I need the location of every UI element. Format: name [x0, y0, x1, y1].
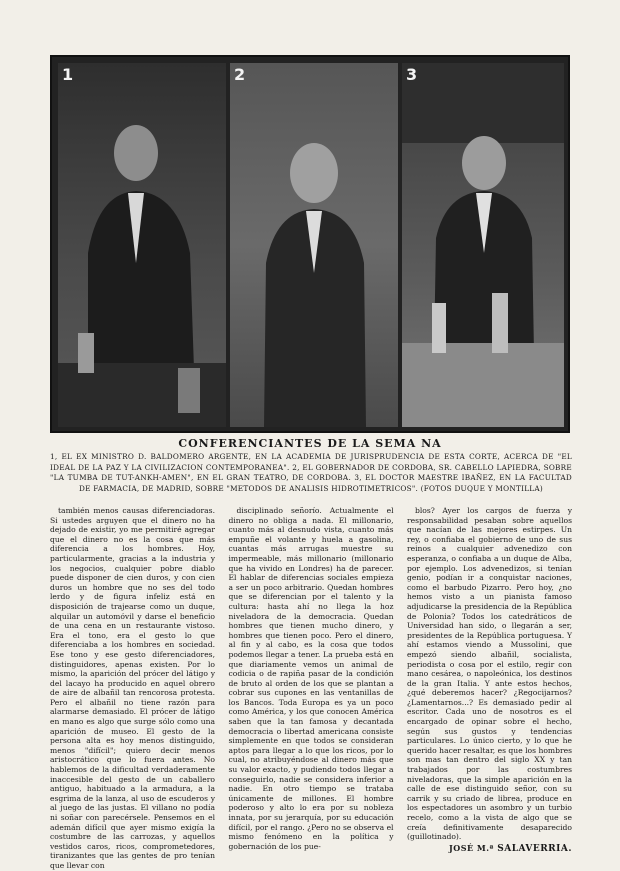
photo-strip [50, 55, 570, 433]
article-columns [50, 506, 572, 870]
photo-cabello-lapiedra [230, 63, 398, 427]
photo-maestre-ibanez [402, 63, 564, 427]
article-column-2 [228, 506, 394, 851]
photo-number-2: 2 [234, 65, 246, 84]
signature-first: JOSÉ M.ª [448, 842, 494, 853]
photo-number-3: 3 [406, 65, 418, 84]
portrait-1-figure [58, 63, 226, 427]
author-signature [407, 844, 572, 855]
article-column-1 [50, 506, 215, 870]
portrait-2-figure [230, 63, 398, 427]
photo-argente [58, 63, 226, 427]
signature-last: SALAVERRIA. [497, 843, 572, 854]
article-column-3 [407, 506, 572, 854]
caption-title: CONFERENCIANTES DE LA SEMA NA [178, 437, 442, 450]
column-1-text: también menos causas diferenciadoras. Si ustedes arguyen que el dinero no ha dejado de existir, yo me permitiré agregar que el dinero no es la cosa que más diferencia a los hombres. Hoy, particularmente, gracias a la industria y los negocios, cualquier pobre diablo puede disponer de cien duros, y con cien duros un hombre que no ses del todo lerdo y de figura infeliz está en disposición de trajearse como un duque, alquilar un automóvil y darse el beneficio de una cena en un restaurante vistoso. Era el tono, era el gesto lo que diferenciaba a los hombres en sociedad. Ese tono y ese gesto diferenciadores, distinguidores, apenas existen. Por lo mismo, la aparición del prócer del látigo y del lacayo ha producido en aquel obrero de aire de albañil tan rencorosa protesta. Pero el albañil no tiene razón para alarmarse demasiado. El prócer de látigo en mano es algo que surge sólo como una aparición de museo. El gesto de la persona alta es hoy menos distinguido, menos "difícil"; quiero decir menos aristocrático que lo fuera antes. No hablemos de la dificultad verdaderamente inaccesible del gesto de un caballero antiguo, habituado a la armadura, a la esgrima de la lanza, al uso de escuderos y al juego de las justas. El villano no podía ni soñar con parecérsele. Pensemos en el ademán difícil que ayer mismo exigía la costumbre de las carrozas, y aquellos vestidos caros, ricos, comprometedores, tiranizantes que las gentes de pro tenían que llevar con [50, 506, 215, 870]
caption-body: 1, EL EX MINISTRO D. BALDOMERO ARGENTE, EN LA ACADEMIA DE JURISPRUDENCIA DE ESTA CORTE, ACERCA DE "EL IDEAL DE LA PAZ Y LA CIVILIZACION CONTEMPORANEA". 2, EL GOBERNADOR DE CORDOBA, SR. CABELLO LAPIEDRA, SOBRE "LA TUMBA DE TUT-ANKH-AMEN", EN EL GRAN TEATRO, DE CORDOBA. 3, EL DOCTOR MAESTRE IBAÑEZ, EN LA FACULTAD DE FARMACIA, DE MADRID, SOBRE "METODOS DE ANALISIS HIDROTIMETRICOS". (FOTOS DUQUE Y MONTILLA) [50, 452, 572, 493]
portrait-3-figure [402, 63, 564, 427]
photo-number-1: 1 [62, 65, 74, 84]
column-2-text: disciplinado señorío. Actualmente el dinero no obliga a nada. El millonario, cuanto más al desnudo vista, cuanto más empuñe el volante y huela a gasolina, cuantas más arrugas muestre su impermeable, más millonario (millonario que ha vivido en Londres) ha de parecer. El hablar de diferencias sociales empieza a ser un poco arbitrario. Quedan hombres que se diferencian por el talento y la cultura: hasta ahí no llega la hoz niveladora de la democracia. Quedan hombres que tienen mucho dinero, y hombres que tienen poco. Pero el dinero, al fin y al cabo, es la cosa que todos podemos llegar a tener. La prueba está en que diariamente vemos un animal de codicia o de rapiña pasar de la condición de bruto al orden de los que se plantan a cobrar sus cupones en las ventanillas de los Bancos. Toda Europa es ya un poco como América, y los que conocen América saben que la tan famosa y decantada democracia o libertad americana consiste simplemente en que todos se consideran aptos para llegar a lo que los ricos, por lo cual, no atribuyéndose al dinero más que su valor exacto, y pudiendo todos llegar a conseguirlo, nadie se considera inferior a nadie. En otro tiempo se trataba únicamente de millones. El hombre poderoso y alto lo era por su nobleza innata, por su jerarquía, por su educación difícil, por el rango. ¿Pero no se observa el mismo fenómeno en la política y gobernación de los pue- [228, 506, 394, 851]
column-3-text: blos? Ayer los cargos de fuerza y responsabilidad pesaban sobre aquellos que nacían de las mejores estirpes. Un rey, o confiaba el gobierno de uno de sus reinos a cualquier advenedizo con esperanza, o confiaba a un duque de Alba, por ejemplo. Los advenedizos, si tenían genio, podían ir a conquistar naciones, como el barbudo Pizarro. Pero hoy, ¿no hemos visto a un pianista famoso adjudicarse la presidencia de la República de Polonia? Todos los catedráticos de Universidad han sido, o llegarán a ser, presidentes de la República portuguesa. Y ahí estamos viendo a Mussolini, que empezó siendo albañil, socialista, periodista o cosa por el estilo, regir con mano cesárea, o napoleónica, los destinos de la gran Italia. Y ante estos hechos, ¿qué deberemos hacer? ¿Regocijarnos? ¿Lamentarnos...? Es demasiado pedir al escritor. Cada uno de nosotros es el encargado de opinar sobre el hecho, según sus gustos y tendencias particulares. Lo único cierto, y lo que he querido hacer resaltar, es que los hombres son mas tan dentro del siglo XX y tan trabajados por las costumbres niveladoras, que la simple aparición en la calle de ese distinguido señor, con su carrik y su criado de librea, produce en los espectadores un asombro y un turbio recelo, como a la vista de algo que se creía definitivamente desaparecido (guillotinado). [407, 506, 572, 842]
